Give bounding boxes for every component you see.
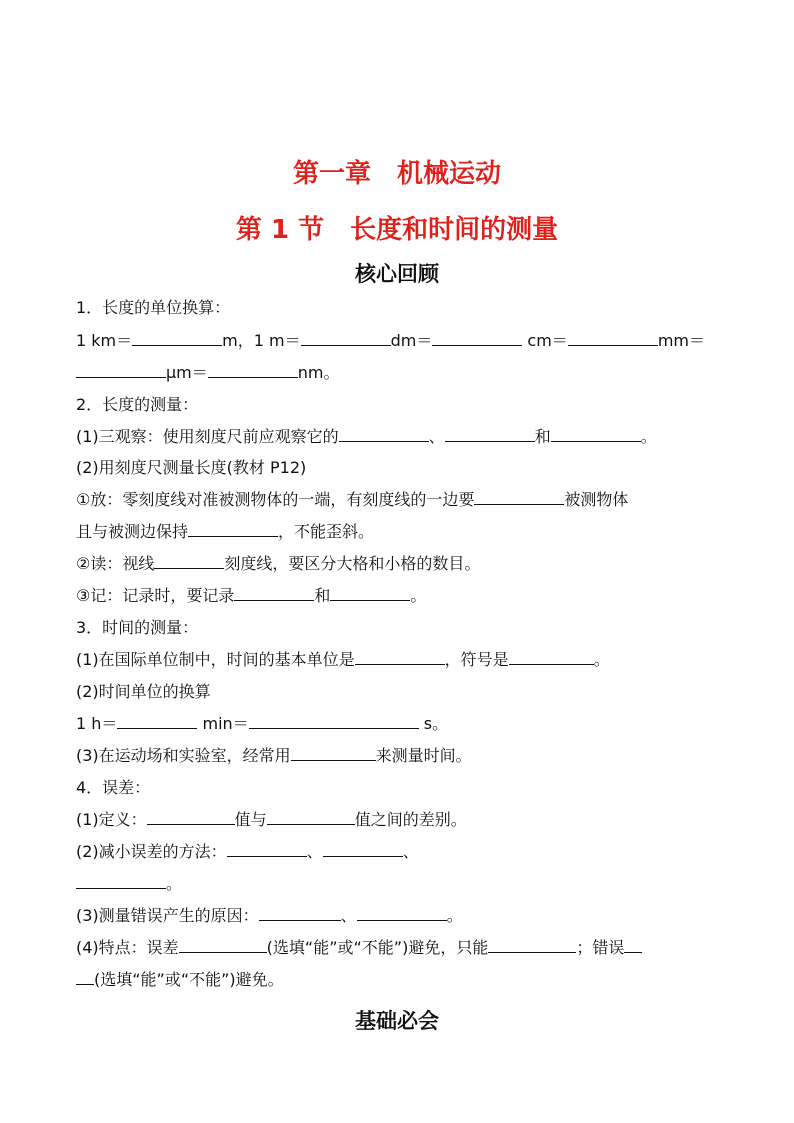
question-line-q2b (76, 457, 726, 479)
question-line-q2c (76, 489, 726, 511)
answer-blank[interactable] (488, 937, 576, 953)
answer-blank[interactable] (355, 649, 445, 665)
answer-blank[interactable] (249, 713, 419, 729)
question-line-q2d (76, 521, 726, 543)
question-text: 值与 (234, 810, 267, 829)
answer-blank[interactable] (76, 362, 166, 378)
question-text: 来测量时间。 (375, 746, 472, 765)
question-text: mm＝ (657, 331, 705, 350)
answer-blank[interactable] (179, 937, 267, 953)
question-line-q2f (76, 585, 726, 607)
question-text: (1)在国际单位制中，时间的基本单位是 (76, 650, 355, 669)
answer-blank[interactable] (445, 426, 535, 442)
question-text: 且与被测边保持 (76, 522, 189, 541)
question-text: (1)定义： (76, 810, 147, 829)
question-text: ，不能歪斜。 (278, 522, 375, 541)
answer-blank[interactable] (208, 362, 298, 378)
question-text: ，符号是 (444, 650, 509, 669)
question-text: 1．长度的单位换算： (76, 298, 231, 317)
question-text: (2)用刻度尺测量长度(教材 P12) (76, 458, 307, 477)
question-text: 、 (340, 906, 357, 925)
answer-blank[interactable] (432, 330, 522, 346)
question-text: ②读：视线 (76, 554, 155, 573)
answer-blank[interactable] (624, 937, 642, 953)
question-line-q3a (76, 649, 726, 671)
question-text: 被测物体 (564, 490, 629, 509)
question-text: 和 (314, 586, 331, 605)
question-text: 。 (410, 586, 427, 605)
answer-blank[interactable] (154, 553, 224, 569)
question-text: μm＝ (166, 363, 208, 382)
question-line-q4a (76, 809, 726, 831)
question-line-q4c (76, 873, 726, 895)
question-text: 1 km＝ (76, 331, 133, 350)
question-text: 。 (593, 650, 610, 669)
question-text: nm。 (297, 363, 340, 382)
answer-blank[interactable] (568, 330, 658, 346)
question-line-q2a (76, 426, 726, 448)
answer-blank[interactable] (474, 489, 564, 505)
question-text: 值之间的差别。 (354, 810, 467, 829)
answer-blank[interactable] (509, 649, 594, 665)
question-text: 。 (446, 906, 463, 925)
answer-blank[interactable] (259, 905, 341, 921)
answer-blank[interactable] (267, 809, 355, 825)
question-text: 。 (640, 427, 657, 446)
question-line-q4 (76, 777, 726, 799)
question-text: cm＝ (522, 331, 568, 350)
answer-blank[interactable] (117, 713, 197, 729)
answer-blank[interactable] (339, 426, 429, 442)
question-text: 3．时间的测量： (76, 618, 199, 637)
question-line-q1b (76, 362, 726, 384)
question-line-q1a (76, 330, 726, 352)
question-text: 、 (402, 842, 419, 861)
question-text: 。 (166, 874, 183, 893)
question-text: (选填“能”或“不能”)避免。 (94, 970, 284, 989)
answer-blank[interactable] (234, 585, 314, 601)
answer-blank[interactable] (301, 330, 391, 346)
answer-blank[interactable] (147, 809, 235, 825)
question-line-q4e (76, 937, 726, 959)
question-line-q3d (76, 745, 726, 767)
question-text: (选填“能”或“不能”)避免，只能 (266, 938, 489, 957)
question-line-q3c (76, 713, 726, 735)
answer-blank[interactable] (291, 745, 376, 761)
question-text: (3)在运动场和实验室，经常用 (76, 746, 291, 765)
question-text: ；错误 (576, 938, 625, 957)
question-text: (4)特点：误差 (76, 938, 179, 957)
basics-heading: 基础必会 (355, 1009, 439, 1033)
answer-blank[interactable] (188, 521, 278, 537)
answer-blank[interactable] (330, 585, 410, 601)
answer-blank[interactable] (551, 426, 641, 442)
question-line-q2 (76, 394, 726, 416)
question-text: ①放：零刻度线对准被测物体的一端，有刻度线的一边要 (76, 490, 475, 509)
question-line-q1 (76, 297, 726, 319)
answer-blank[interactable] (76, 969, 94, 985)
question-text: 、 (306, 842, 323, 861)
question-text: (2)时间单位的换算 (76, 682, 211, 701)
answer-blank[interactable] (227, 841, 307, 857)
answer-blank[interactable] (76, 873, 166, 889)
question-text: (2)减小误差的方法： (76, 842, 227, 861)
question-line-q4d (76, 905, 726, 927)
question-text: dm＝ (390, 331, 433, 350)
answer-blank[interactable] (357, 905, 447, 921)
question-text: s。 (418, 714, 449, 733)
question-text: 、 (428, 427, 445, 446)
question-text: (1)三观察：使用刻度尺前应观察它的 (76, 427, 339, 446)
section-title: 第 1 节 长度和时间的测量 (235, 215, 559, 245)
question-text: 刻度线，要区分大格和小格的数目。 (224, 554, 481, 573)
answer-blank[interactable] (132, 330, 222, 346)
question-text: min＝ (197, 714, 249, 733)
question-text: 4．误差： (76, 778, 151, 797)
chapter-title: 第一章 机械运动 (292, 159, 501, 189)
question-line-q3 (76, 617, 726, 639)
question-text: 和 (534, 427, 551, 446)
question-line-q4b (76, 841, 726, 863)
question-line-q2e (76, 553, 726, 575)
question-text: ③记：记录时，要记录 (76, 586, 235, 605)
question-text: 1 h＝ (76, 714, 118, 733)
review-heading: 核心回顾 (355, 262, 439, 286)
question-line-q4f (76, 969, 726, 991)
answer-blank[interactable] (323, 841, 403, 857)
question-text: (3)测量错误产生的原因： (76, 906, 259, 925)
question-text: m，1 m＝ (222, 331, 301, 350)
question-line-q3b (76, 681, 726, 703)
question-text: 2．长度的测量： (76, 395, 199, 414)
